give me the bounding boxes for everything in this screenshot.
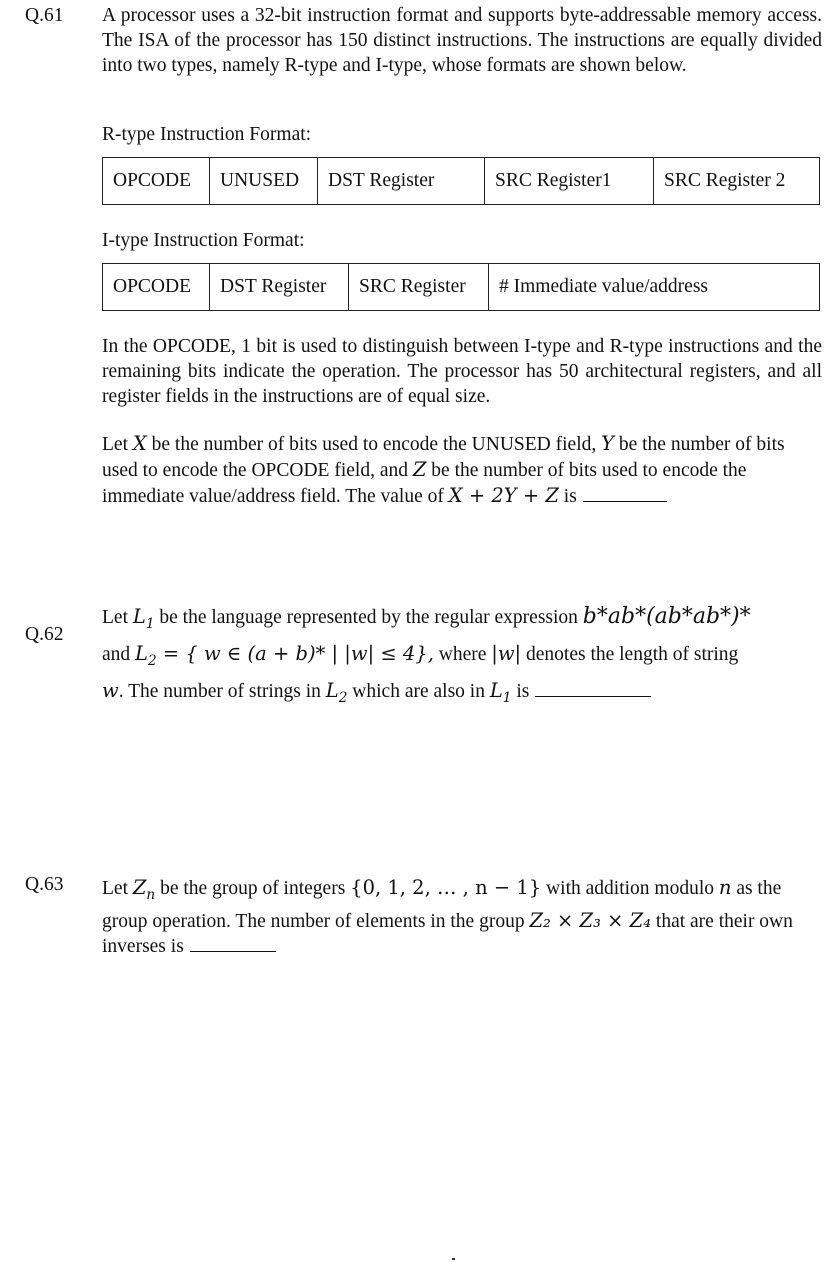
itype-field: SRC Register [349, 264, 489, 311]
regular-expression: b*ab*(ab*ab*)* [582, 604, 751, 629]
rtype-field: DST Register [318, 158, 485, 205]
q62-text: denotes the length of string [521, 643, 739, 665]
q61-text: be the number of bits used to encode the OPCODE field, and [102, 434, 785, 481]
q63-text: that are their own inverses is [102, 910, 793, 957]
rtype-field: OPCODE [103, 158, 210, 205]
q61-text: is [558, 486, 577, 507]
q62-text: which are also in [347, 680, 490, 702]
itype-format-table [102, 263, 820, 311]
itype-field: DST Register [210, 264, 349, 311]
q61-text: Let [102, 434, 133, 455]
l1-symbol: $L_1$ [489, 678, 512, 706]
page-mark [452, 1258, 455, 1260]
q62-text: is [511, 680, 530, 702]
question-number-63: Q.63 [25, 874, 64, 895]
q63-text: with addition modulo [541, 878, 719, 899]
q61-opcode-paragraph: In the OPCODE, 1 bit is used to distinguish between I-type and R-type instructions and the remaining bits indicate the operation. The processor has 50 architectural registers, and all register fields in the instructions are of equal size. [102, 336, 822, 407]
integer-set: {0, 1, 2, … , n − 1} [350, 876, 542, 899]
q62-text: and [102, 643, 136, 665]
q62-text: where [433, 643, 492, 665]
l2-set: = { w ∈ (a + b)* | |w| ≤ 4}, [156, 641, 434, 665]
rtype-field: SRC Register 2 [654, 158, 820, 205]
q63-text: be the group of integers [155, 878, 351, 899]
answer-blank [583, 500, 667, 502]
var-y: Y [601, 432, 614, 455]
expression: X + 2Y + Z [448, 484, 559, 507]
l1-symbol: $L_1$ [132, 605, 155, 632]
var-z: Z [412, 458, 427, 481]
modulus-n: n [718, 876, 732, 899]
q63-paragraph [102, 875, 822, 959]
group-product: Z₂ × Z₃ × Z₄ [529, 908, 652, 932]
zn-symbol: $Z_n$ [132, 876, 156, 903]
q63-text: Let [102, 878, 133, 899]
question-number-61: Q.61 [25, 5, 64, 26]
l2-symbol: $L_2$ [325, 678, 348, 706]
q62-paragraph [102, 602, 822, 713]
q61-question-paragraph [102, 431, 822, 509]
l2-symbol: $L_2$ [135, 641, 157, 669]
itype-field: OPCODE [103, 264, 210, 311]
string-w: w [102, 678, 119, 702]
itype-format-label: I-type Instruction Format: [102, 230, 305, 251]
answer-blank [190, 950, 276, 952]
q61-text: be the number of bits used to encode the immediate value/address field. The value of [102, 460, 747, 507]
answer-blank [535, 695, 651, 697]
q62-text: . The number of strings in [118, 680, 326, 702]
q62-text: Let [102, 607, 133, 628]
question-number-62: Q.62 [25, 624, 64, 645]
length-notation: |w| [491, 641, 522, 665]
q63-text: as the group operation. The number of elements in the group [102, 878, 782, 932]
q62-text: be the language represented by the regular expression [154, 607, 583, 628]
rtype-field: UNUSED [210, 158, 318, 205]
rtype-field: SRC Register1 [485, 158, 654, 205]
var-x: X [132, 432, 147, 455]
q61-intro: A processor uses a 32-bit instruction format and supports byte-addressable memory access. The ISA of the processor has 150 distinct instructions. The instructions are equally divided into two types, namely R-type and I-type, whose formats are shown below. [102, 5, 822, 76]
rtype-format-label: R-type Instruction Format: [102, 124, 312, 145]
itype-field: # Immediate value/address [489, 264, 820, 311]
rtype-format-table [102, 157, 820, 205]
q61-text: be the number of bits used to encode the UNUSED field, [146, 434, 602, 455]
